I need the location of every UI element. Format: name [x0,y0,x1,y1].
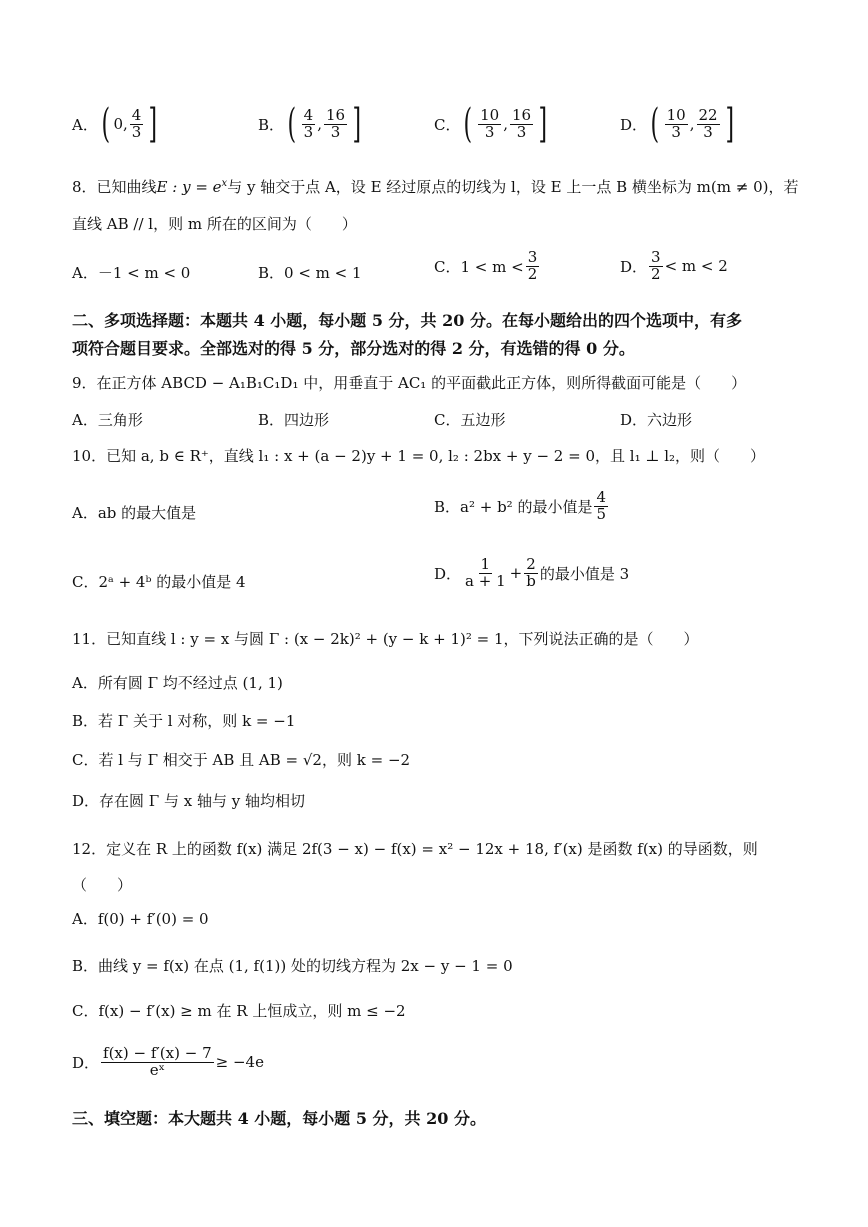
q11-option-c: C．若 l 与 Γ 相交于 AB 且 AB = √2，则 k = −2 [72,751,411,769]
q8-stem-line2: 直线 AB // l，则 m 所在的区间为（ ） [72,215,357,233]
section2-heading-line2: 项符合题目要求。全部选对的得 5 分，部分选对的得 2 分，有选错的得 0 分。 [72,339,635,358]
q12-option-d: D． $\frac{f(x) - f'(x) - 7}{\text{eˣ}}$ ≥ −4e [72,1044,264,1079]
q8-stem-line1: 8．已知曲线E : $y = e^x$与 y 轴交于点 A，设 E 经过原点的切线为 l，设 E 上一点 B 横坐标为 m(m ≠ 0)，若 [72,178,799,196]
q10-option-c: C．2ᵃ + 4ᵇ 的最小值是 4 [72,573,246,591]
q12-option-c: C．f(x) − f′(x) ≥ m 在 R 上恒成立，则 m ≤ −2 [72,1002,406,1020]
q9-stem: 9．在正方体 ABCD − A₁B₁C₁D₁ 中，用垂直于 AC₁ 的平面截此正方体，则所得截面可能是（ ） [72,374,747,392]
q10-option-b: B．a² + b² 的最小值是 $\frac{4}{5}$ [434,488,607,523]
q7-option-c: C．( $\frac{10}{3}$ , $\frac{16}{3}$ ] [434,101,548,148]
q8-option-d: D． $\frac{3}{2}$ < m < 2 [620,248,728,283]
q11-stem: 11．已知直线 l : y = x 与圆 Γ : (x − 2k)² + (y − k + 1)² = 1，下列说法正确的是（ ） [72,630,699,648]
q10-stem: 10．已知 a, b ∈ R⁺，直线 l₁ : x + (a − 2)y + 1 = 0, l₂ : 2bx + y − 2 = 0，且 l₁ ⊥ l₂，则（ ） [72,447,766,465]
section2-heading-line1: 二、多项选择题：本题共 4 小题，每小题 5 分，共 20 分。在每小题给出的四个选项中，有多 [72,311,742,330]
q12-option-b: B．曲线 y = f(x) 在点 (1, f(1)) 处的切线方程为 2x − y − 1 = 0 [72,957,513,975]
q9-option-d: D．六边形 [620,411,693,429]
q7-option-a: A．( 0, $\frac{4}{3}$ ] [72,101,158,148]
q12-stem-line1: 12．定义在 R 上的函数 f(x) 满足 2f(3 − x) − f(x) = x² − 12x + 18, f′(x) 是函数 f(x) 的导函数，则 [72,840,758,858]
q8-option-a: A．－1 < m < 0 [72,264,191,282]
q9-option-b: B．四边形 [258,411,330,429]
q7-option-d: D．( $\frac{10}{3}$ , $\frac{22}{3}$ ] [620,101,734,148]
q11-option-a: A．所有圆 Γ 均不经过点 (1, 1) [72,674,283,692]
section3-heading: 三、填空题：本大题共 4 小题，每小题 5 分，共 20 分。 [72,1109,486,1128]
q12-option-a: A．f(0) + f′(0) = 0 [72,910,209,928]
q12-stem-line2: （ ） [72,876,133,894]
q8-option-b: B．0 < m < 1 [258,264,362,282]
q11-option-d: D．存在圆 Γ 与 x 轴与 y 轴均相切 [72,792,305,810]
q7-option-b: B．( $\frac{4}{3}$ , $\frac{16}{3}$ ] [258,101,362,148]
q10-option-a: A．ab 的最大值是 [72,504,197,522]
q10-option-d: D． $\frac{1}{a + 1}$ + $\frac{2}{b}$ 的最小值是 3 [434,555,630,590]
q8-option-c: C．1 < m < $\frac{3}{2}$ [434,248,538,283]
q11-option-b: B．若 Γ 关于 l 对称，则 k = −1 [72,712,296,730]
q9-option-c: C．五边形 [434,411,506,429]
q9-option-a: A．三角形 [72,411,143,429]
